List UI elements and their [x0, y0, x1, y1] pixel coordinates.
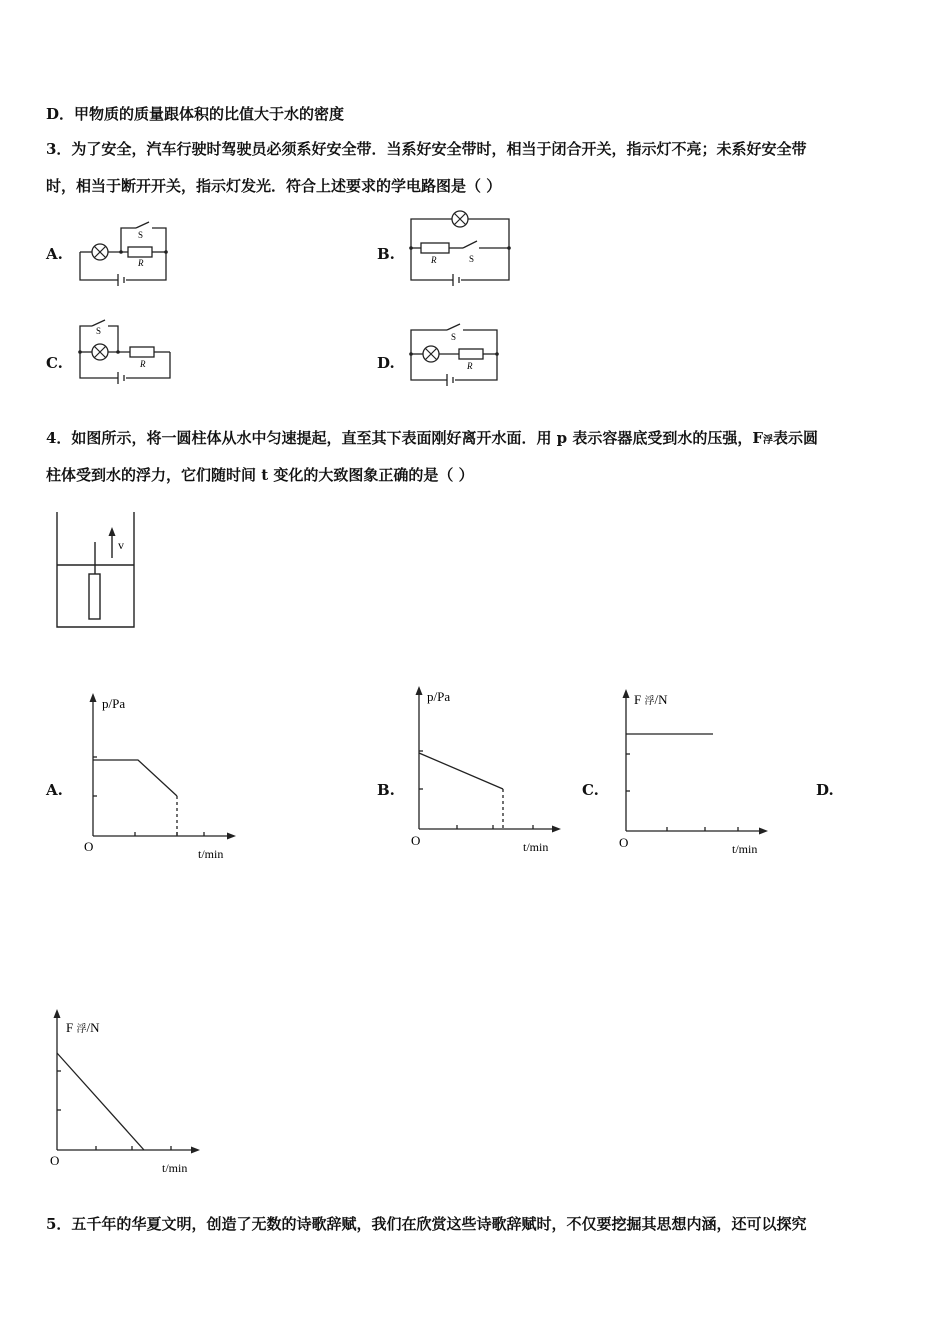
x-axis-label: t/min: [523, 840, 549, 854]
x-axis-label: t/min: [198, 847, 224, 861]
q4-option-d-label[interactable]: D.: [816, 781, 834, 799]
graph-b: [405, 683, 570, 858]
resistor-label: R: [138, 258, 144, 268]
q3-option-a-label[interactable]: A.: [46, 245, 63, 263]
y-axis-label: F 浮/N: [66, 1020, 100, 1035]
circuit-d: [409, 322, 499, 386]
q4-option-c-label[interactable]: C.: [582, 781, 599, 799]
origin-label: O: [50, 1153, 60, 1168]
graph-c: [612, 686, 777, 861]
y-axis-label: F 浮/N: [634, 692, 668, 707]
q4-stem-line2: 柱体受到水的浮力，它们随时间 t 变化的大致图象正确的是（ ）: [46, 466, 474, 484]
velocity-label: v: [118, 538, 124, 552]
q4-option-a-label[interactable]: A.: [46, 781, 63, 799]
switch-label: S: [138, 230, 144, 240]
circuit-b: [407, 206, 513, 286]
q3-option-c-label[interactable]: C.: [46, 354, 63, 372]
graph-a: [80, 690, 245, 865]
y-axis-label: p/Pa: [427, 689, 451, 704]
q5-stem-line1: 5．五千年的华夏文明，创造了无数的诗歌辞赋，我们在欣赏这些诗歌辞赋时，不仅要挖掘其思想内涵，还可以探究: [46, 1215, 807, 1233]
graph-d: [44, 1008, 209, 1183]
q2-option-d: D．甲物质的质量跟体积的比值大于水的密度: [46, 105, 345, 123]
q3-stem-line2: 时，相当于断开开关，指示灯发光．符合上述要求的学电路图是（ ）: [46, 177, 502, 195]
switch-label: S: [469, 254, 475, 264]
switch-label: S: [96, 326, 102, 336]
origin-label: O: [411, 833, 421, 848]
beaker-figure: [55, 512, 137, 630]
q3-stem-line1: 3．为了安全，汽车行驶时驾驶员必须系好安全带．当系好安全带时，相当于闭合开关，指示灯不亮；未系好安全带: [46, 140, 807, 158]
origin-label: O: [619, 835, 629, 850]
resistor-label: R: [467, 361, 473, 371]
x-axis-label: t/min: [162, 1161, 188, 1175]
circuit-c: [78, 320, 174, 384]
origin-label: O: [84, 839, 94, 854]
circuit-a: [78, 218, 174, 286]
q3-option-b-label[interactable]: B.: [377, 245, 395, 263]
q3-option-d-label[interactable]: D.: [377, 354, 395, 372]
switch-label: S: [451, 332, 457, 342]
q4-stem-line1: 4．如图所示，将一圆柱体从水中匀速提起，直至其下表面刚好离开水面．用 p 表示容器底受到水的压强，F浮表示圆: [46, 429, 819, 447]
y-axis-label: p/Pa: [102, 696, 126, 711]
q4-option-b-label[interactable]: B.: [377, 781, 395, 799]
x-axis-label: t/min: [732, 842, 758, 856]
resistor-label: R: [140, 359, 146, 369]
resistor-label: R: [431, 255, 437, 265]
